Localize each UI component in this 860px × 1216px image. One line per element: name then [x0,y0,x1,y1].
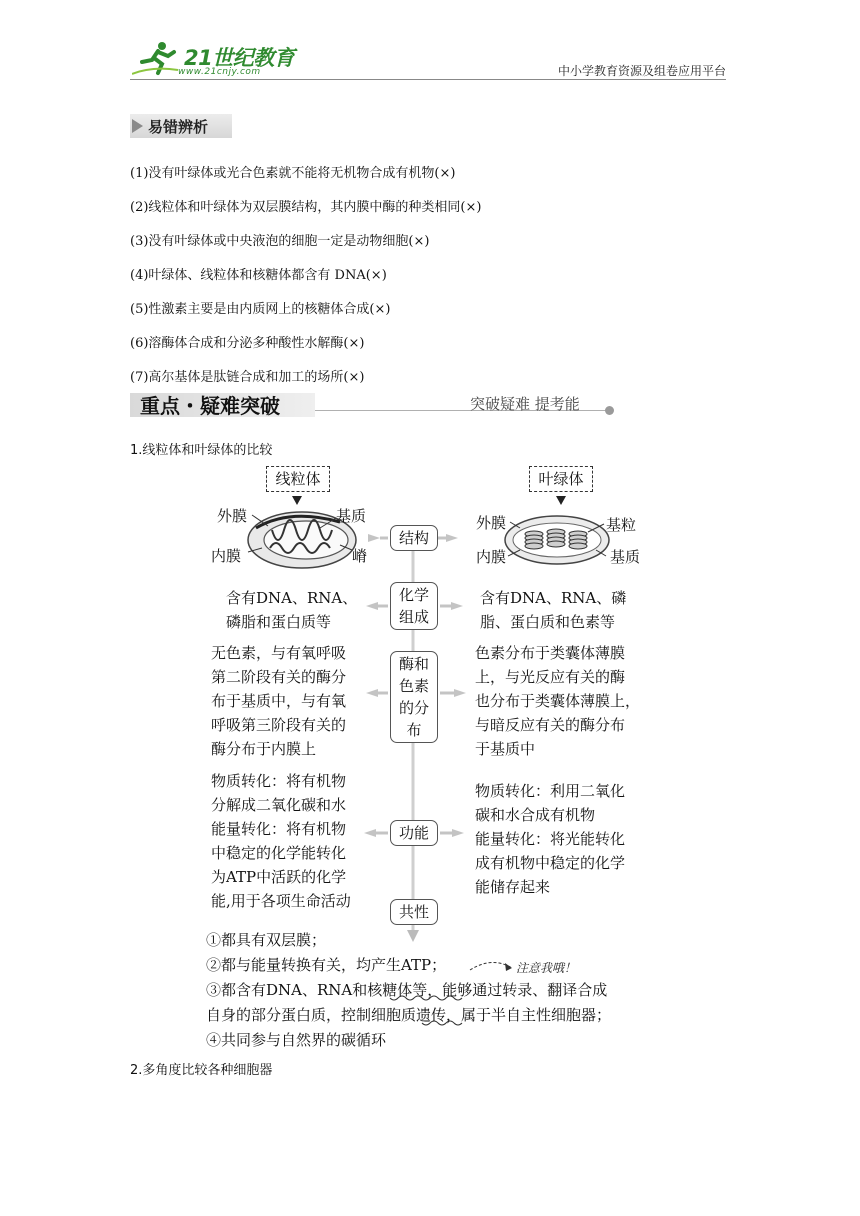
left-function [211,769,351,913]
banner-subtitle: 突破疑难 提考能 [470,395,580,413]
text-line: 为ATP中活跃的化学 [211,868,347,886]
text-line: 能量转化：将光能转化 [475,830,626,848]
text-line: ①都具有双层膜； [206,931,327,949]
down-arrow-icon [556,496,566,505]
text-line: 能量转化：将有机物 [211,820,347,838]
text-line: 能储存起来 [475,878,551,896]
chloroplast-title: 叶绿体 [529,466,593,492]
text-line: 分解成二氧化碳和水 [211,796,347,814]
right-function [475,779,625,899]
text-line: 物质转化：将有机物 [211,772,347,790]
brand-url: www.21cnjy.com [178,67,261,77]
text-line: ②都与能量转换有关，均产生ATP； [206,956,447,974]
handwritten-note: 注意我哦！ [516,961,577,975]
text-line: 能,用于各项生命活动 [211,892,351,910]
banner-title: 重点・疑难突破 [140,394,280,418]
list-item: (4)叶绿体、线粒体和核糖体都含有 DNA(×) [130,268,387,283]
node-text: 酶和 [398,655,429,673]
text-line: 布于基质中，与有氧 [211,692,347,710]
left-composition [226,586,357,634]
mito-matrix-label: 基质 [336,507,367,525]
text-line: 碳和水合成有机物 [475,806,596,824]
chloro-inner-label: 内膜 [476,548,507,566]
node-text: 布 [406,721,422,739]
text-line: 也分布于类囊体薄膜上， [475,692,641,710]
mito-inner-label: 内膜 [211,547,242,565]
text-line: ④共同参与自然界的碳循环 [206,1031,387,1049]
chloroplast-illustration [505,516,609,564]
text-line: 酶分布于内膜上 [211,740,317,758]
mito-outer-label: 外膜 [217,507,248,525]
list-item: (5)性激素主要是由内质网上的核糖体合成(×) [130,302,391,317]
text-line: 第二阶段有关的酶分 [211,668,347,686]
chloro-stroma-label: 基质 [610,548,641,566]
mito-cristae-label: 嵴 [352,547,368,565]
node-text: 组成 [398,608,429,626]
left-enzyme [211,641,346,761]
node-text: 的分 [398,699,429,717]
errors-section-title: 易错辨析 [148,118,209,136]
text-line: 成有机物中稳定的化学 [475,854,626,872]
left-arrow-icon [366,602,378,610]
text-line: 物质转化：利用二氧化 [475,782,626,800]
text-line: 于基质中 [475,740,536,758]
list-item: (3)没有叶绿体或中央液泡的细胞一定是动物细胞(×) [130,234,430,249]
text-line: ③都含有DNA、RNA和核糖体等，能够通过转录、翻译合成 [206,981,608,999]
mitochondrion-title: 线粒体 [266,466,330,492]
node-text: 化学 [398,586,429,604]
node-function: 功能 [390,820,438,846]
right-enzyme [475,641,640,761]
chloro-outer-label: 外膜 [476,514,507,532]
text-line: 脂、蛋白质和色素等 [480,613,616,631]
section2-heading: 2.多角度比较各种细胞器 [130,1063,273,1078]
header-tagline: 中小学教育资源及组卷应用平台 [557,64,726,78]
text-line: 上，与光反应有关的酶 [475,668,626,686]
left-arrow-icon [368,534,380,542]
section1-heading: 1.线粒体和叶绿体的比较 [130,443,273,458]
text-line: 自身的部分蛋白质，控制细胞质遗传，属于半自主性细胞器； [206,1006,612,1024]
node-text: 色素 [398,677,429,695]
text-line: 含有DNA、RNA、磷 [480,589,627,607]
text-line: 含有DNA、RNA、 [226,589,358,607]
down-arrow-icon [292,496,302,505]
node-structure: 结构 [390,525,438,551]
left-arrow-icon [366,689,378,697]
list-item: (7)高尔基体是肽链合成和加工的场所(×) [130,370,365,385]
list-item: (2)线粒体和叶绿体为双层膜结构，其内膜中酶的种类相同(×) [130,200,482,215]
text-line: 与暗反应有关的酶分布 [475,716,626,734]
left-arrow-icon [364,829,376,837]
list-item: (6)溶酶体合成和分泌多种酸性水解酶(×) [130,336,365,351]
text-line: 中稳定的化学能转化 [211,844,347,862]
list-item: (1)没有叶绿体或光合色素就不能将无机物合成有机物(×) [130,166,456,181]
node-enzyme [390,651,438,743]
node-composition [390,582,438,630]
right-composition [480,586,626,634]
node-common: 共性 [390,899,438,925]
chloro-grana-label: 基粒 [606,516,637,534]
text-line: 无色素，与有氧呼吸 [211,644,347,662]
text-line: 色素分布于类囊体薄膜 [475,644,626,662]
common-points [206,928,611,1053]
text-line: 磷脂和蛋白质等 [226,613,332,631]
text-line: 呼吸第三阶段有关的 [211,716,347,734]
brand-name: 21世纪教育 [184,46,295,70]
